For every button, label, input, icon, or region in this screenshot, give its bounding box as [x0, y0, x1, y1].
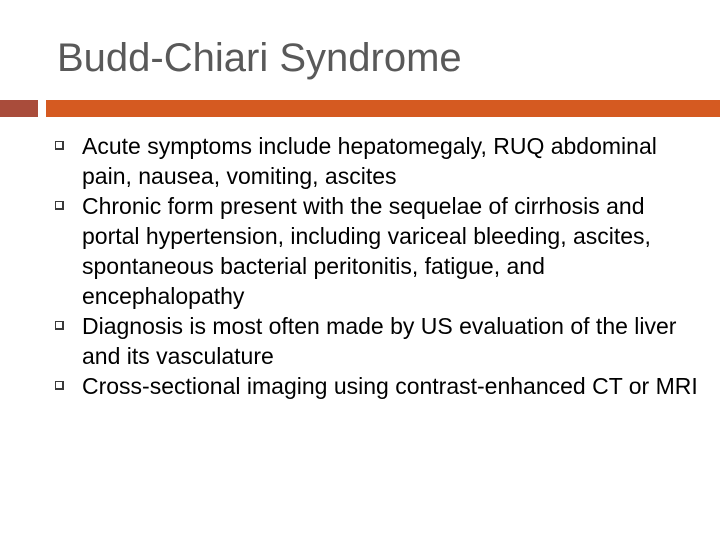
title-rule-left [0, 100, 38, 117]
title-rule-gap [38, 100, 46, 117]
square-bullet-icon [55, 201, 64, 210]
bullet-item [0, 311, 720, 371]
bullet-text: Chronic form present with the sequelae of cirrhosis and portal hypertension, including variceal bleeding, ascites, spontaneous bacterial peritonitis, fatigue, and encephalopathy [82, 193, 651, 309]
bullet-item [0, 191, 720, 311]
bullet-text: Cross-sectional imaging using contrast-enhanced CT or MRI [82, 373, 698, 399]
bullet-item [0, 131, 720, 191]
square-bullet-icon [55, 381, 64, 390]
bullet-list [0, 131, 720, 401]
slide-title: Budd-Chiari Syndrome [57, 36, 462, 80]
square-bullet-icon [55, 141, 64, 150]
title-rule-right [46, 100, 720, 117]
square-bullet-icon [55, 321, 64, 330]
bullet-text: Diagnosis is most often made by US evaluation of the liver and its vasculature [82, 313, 677, 369]
bullet-item [0, 371, 720, 401]
bullet-text: Acute symptoms include hepatomegaly, RUQ abdominal pain, nausea, vomiting, ascites [82, 133, 657, 189]
